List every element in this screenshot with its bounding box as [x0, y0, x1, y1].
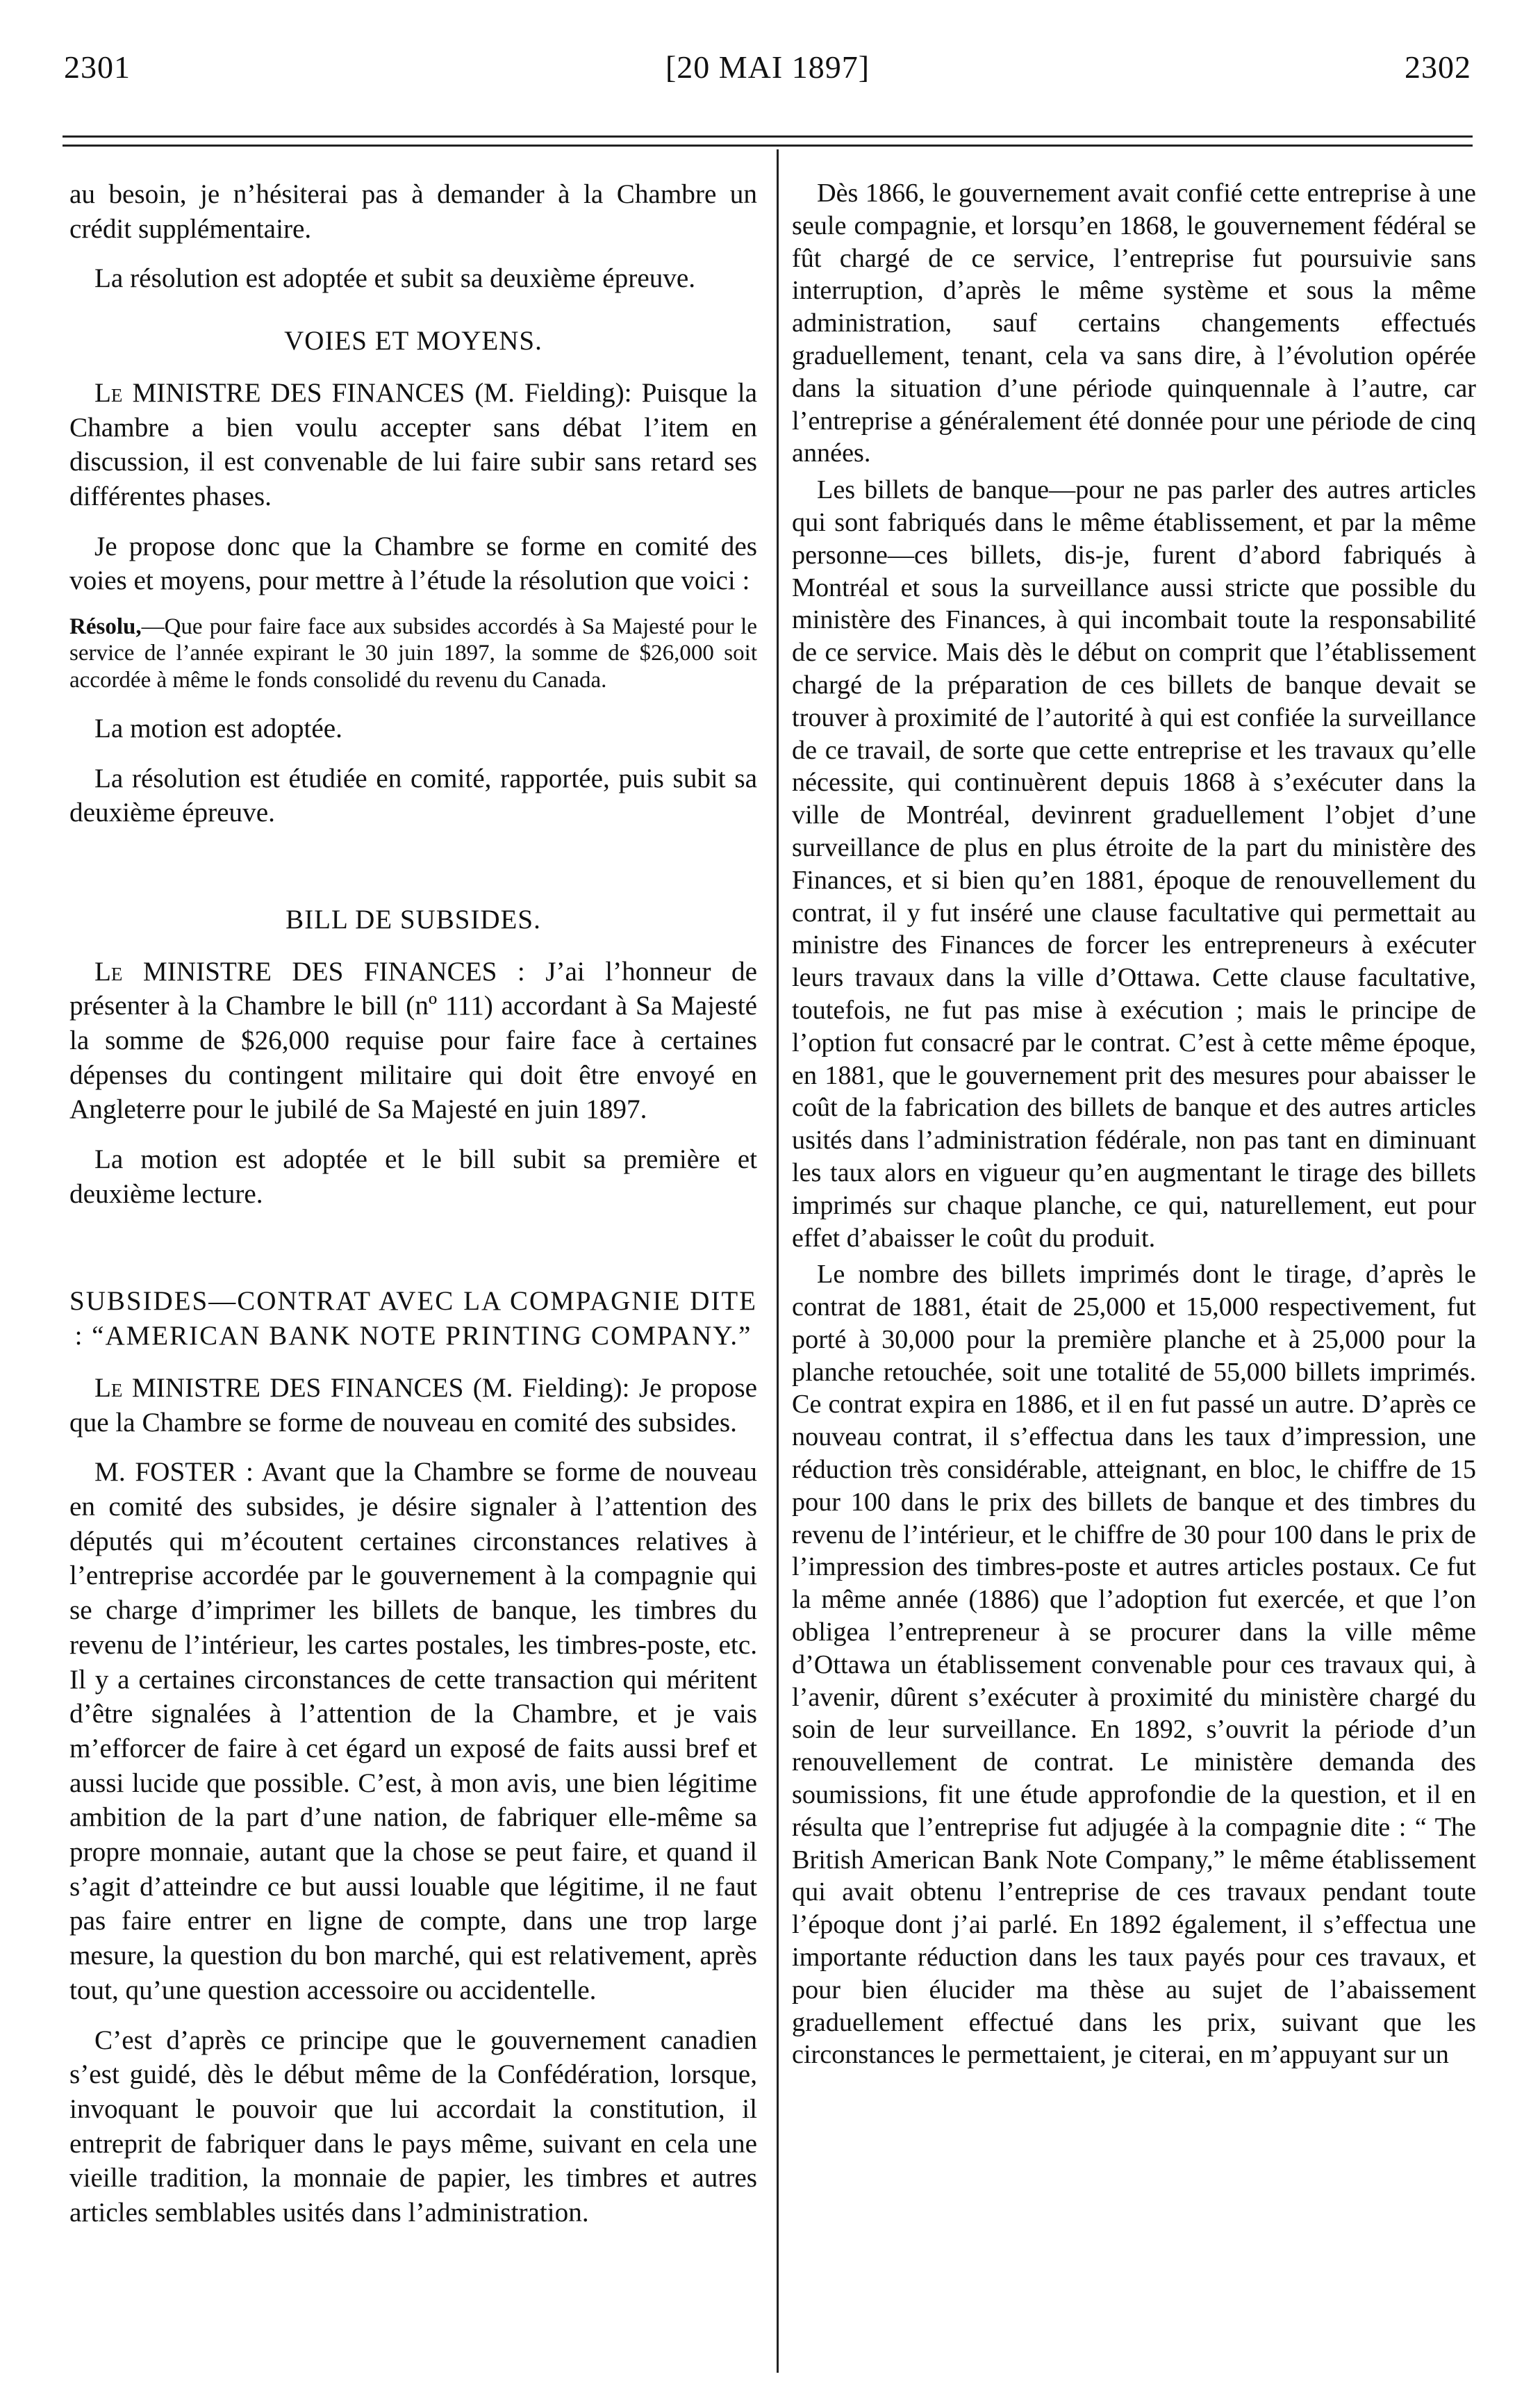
speech-text: : Avant que la Chambre se forme de nouveau en comité des subsides, je désire signaler à l’attention des députés qui m’écoutent certaines circonstances relatives à l’entreprise accordée par le gouvernement à la compagnie qui se charge d’imprimer les billets de banque, les timbres du revenu de l’intérieur, les cartes postales, les timbres-poste, etc. Il y a certaines circonstances de cette transaction qui méritent d’être signalées à l’attention de la Chambre, et je vais m’efforcer de faire à cet égard un exposé de faits aussi bref et aussi lucide que possible. C’est, à mon avis, une bien légitime ambition de la part d’une nation, de fabriquer elle-même sa propre monnaie, autant que la chose se peut faire, et quand il s’agit d’atteindre ce but aussi louable que légitime, il ne faut pas faire entrer en ligne de compte, dans une trop large mesure, la question du bon marché, qui est relativement, après tout, qu’une question accessoire ou accidentelle. [69, 1457, 758, 2005]
page-number-right: 2302 [1405, 49, 1471, 85]
page-number-left: 2301 [64, 49, 131, 85]
paragraph: au besoin, je n’hésiterai pas à demander à la Chambre un crédit supplémentaire. [69, 179, 757, 244]
header-rule-bottom [63, 145, 1473, 147]
section-heading: SUBSIDES—CONTRAT AVEC LA COMPAGNIE DITE : “AMERICAN BANK NOTE PRINTING COMPANY.” [69, 1285, 757, 1351]
paragraph: La résolution est adoptée et subit sa deuxième épreuve. [94, 263, 696, 294]
speaker-name: Le MINISTRE DES FINANCES [94, 956, 497, 987]
paragraph: La résolution est étudiée en comité, rapportée, puis subit sa deuxième épreuve. [69, 763, 757, 828]
paragraph: La motion est adoptée et le bill subit sa première et deuxième lecture. [69, 1144, 757, 1209]
resolution-label: Résolu, [69, 614, 142, 640]
speaker-name: Le MINISTRE DES FINANCES [94, 1372, 464, 1403]
spacer [69, 1227, 757, 1256]
paragraph [69, 1455, 757, 2007]
section-heading: BILL DE SUBSIDES. [285, 904, 541, 935]
speech-text: (M. Fielding): Puisque la Chambre a bien voulu accepter sans débat l’item en discussion, il est convenable de lui faire subir sans retard ses différentes phases. [69, 377, 757, 511]
header-date: [20 MAI 1897] [665, 49, 870, 85]
paragraph: Le nombre des billets imprimés dont le tirage, d’après le contrat de 1881, était de 25,000 et 15,000 respectivement, fut porté à 30,000 pour la première planche et à 25,000 pour la planche retouchée, soit une totalité de 55,000 billets imprimés. Ce contrat expira en 1886, et il en fut passé un autre. D’après ce nouveau contrat, il s’effectua dans les taux d’impression, une réduction très considérable, atteignant, en bloc, le chiffre de 15 pour 100 dans le prix des billets de banque et des timbres du revenu de l’intérieur, et le chiffre de 30 pour 100 dans le prix de l’impression des timbres-poste et autres articles postaux. Ce fut la même année (1886) que l’adoption fut exercée, et que l’on obligea l’entrepreneur à se procurer dans la ville même d’Ottawa un établissement convenable pour ces travaux qui, à l’avenir, dûrent s’exécuter à proximité du ministère chargé du soin de leur surveillance. En 1892, s’ouvrit la période d’un renouvellement de contrat. Le ministère demanda des soumissions, fit une étude approfondie de la question, et il en résulta que l’entreprise fut adjugée à la compagnie dite : “ The British American Bank Note Company,” le même établissement qui avait obtenu l’entreprise de ces travaux pendant toute l’époque dont j’ai parlé. En 1892 également, il s’effectua une importante réduction dans les taux payés pour ces travaux, et pour bien élucider ma thèse au sujet de l’abaissement graduellement effectué dans les prix, suivant que les circonstances le permettaient, je citerai, en m’appuyant sur un [792, 1260, 1476, 2070]
paragraph: Les billets de banque—pour ne pas parler des autres articles qui sont fabriqués dans le même établissement, et par la même personne—ces billets, dis-je, furent d’abord fabriqués à Montréal et sous la surveillance aussi stricte que possible du ministère des Finances, à qui incombait toute la responsabilité de ce service. Mais dès le début on comprit que l’établissement chargé de la préparation de ces billets de banque devait se trouver à proximité de l’autorité à qui est confiée la surveillance de ce travail, de sorte que cette entreprise et les travaux qu’elle nécessite, qui continuèrent depuis 1868 à s’exécuter dans la ville de Montréal, devinrent graduellement l’objet d’une surveillance de plus en plus étroite de la part du ministère des Finances, et si bien qu’en 1881, époque de renouvellement du contrat, il y fut inséré une clause facultative qui permettait au ministre des Finances de forcer les entrepreneurs à exécuter leurs travaux dans la ville d’Ottawa. Cette clause facultative, toutefois, ne fut pas mise à exécution ; mais le principe de l’option fut consacré par le contrat. C’est à cette même époque, en 1881, que le gouvernement prit des mesures pour abaisser le coût de la fabrication des billets de banque et des autres articles usités dans l’administration fédérale, non pas tant en diminuant les taux alors en vigueur qu’en augmentant le tirage des billets imprimés sur chaque planche, ce qui, naturellement, eut pour effet d’abaisser le coût du produit. [792, 475, 1476, 1253]
paragraph: C’est d’après ce principe que le gouvernement canadien s’est guidé, dès le début même de la Confédération, lorsque, invoquant le pouvoir que lui accordait la constitution, il entreprit de fabriquer dans le pays même, suivant en cela une vieille tradition, la monnaie de papier, les timbres et autres articles semblables usités dans l’administration. [69, 2025, 757, 2228]
paragraph: Je propose donc que la Chambre se forme en comité des voies et moyens, pour mettre à l’étude la résolution que voici : [69, 531, 757, 596]
speaker-name: Le MINISTRE DES FINANCES [94, 377, 465, 408]
paragraph: Dès 1866, le gouvernement avait confié cette entreprise à une seule compagnie, et lorsqu’en 1868, le gouvernement fédéral se fût chargé de ce service, l’entreprise fut poursuivie sans interruption, d’après le même système et sous la même administration, sauf certains changements effectués graduellement, tenant, cela va sans dire, à l’évolution opérée dans la situation d’une période quinquennale à l’autre, car l’entreprise a généralement été donnée pour une période de cinq années. [792, 179, 1476, 468]
paragraph [69, 376, 757, 514]
left-column [69, 177, 757, 2246]
spacer [69, 846, 757, 875]
section-heading: VOIES ET MOYENS. [284, 326, 543, 356]
paragraph [69, 1371, 757, 1440]
header-rule-top [63, 135, 1473, 138]
page-header [63, 49, 1473, 104]
paragraph [69, 955, 757, 1128]
resolution-body: —Que pour faire face aux subsides accordés à Sa Majesté pour le service de l’année expirant le 30 juin 1897, la somme de $26,000 soit accordée à même le fonds consolidé du revenu du Canada. [69, 614, 757, 693]
speaker-name: M. FOSTER [94, 1457, 237, 1488]
speech-text: (M. Fielding): Je propose que la Chambre se forme de nouveau en comité des subsides. [69, 1372, 757, 1438]
paragraph: La motion est adoptée. [94, 713, 342, 743]
column-divider [777, 149, 779, 2373]
resolution-text [69, 614, 757, 693]
right-column [792, 177, 1476, 2075]
speech-text: : J’ai l’honneur de présenter à la Chambre le bill (nº 111) accordant à Sa Majesté la somme de $26,000 requise pour faire face à certaines dépenses du contingent militaire qui doit être envoyé en Angleterre pour le jubilé de Sa Majesté en juin 1897. [69, 956, 757, 1125]
